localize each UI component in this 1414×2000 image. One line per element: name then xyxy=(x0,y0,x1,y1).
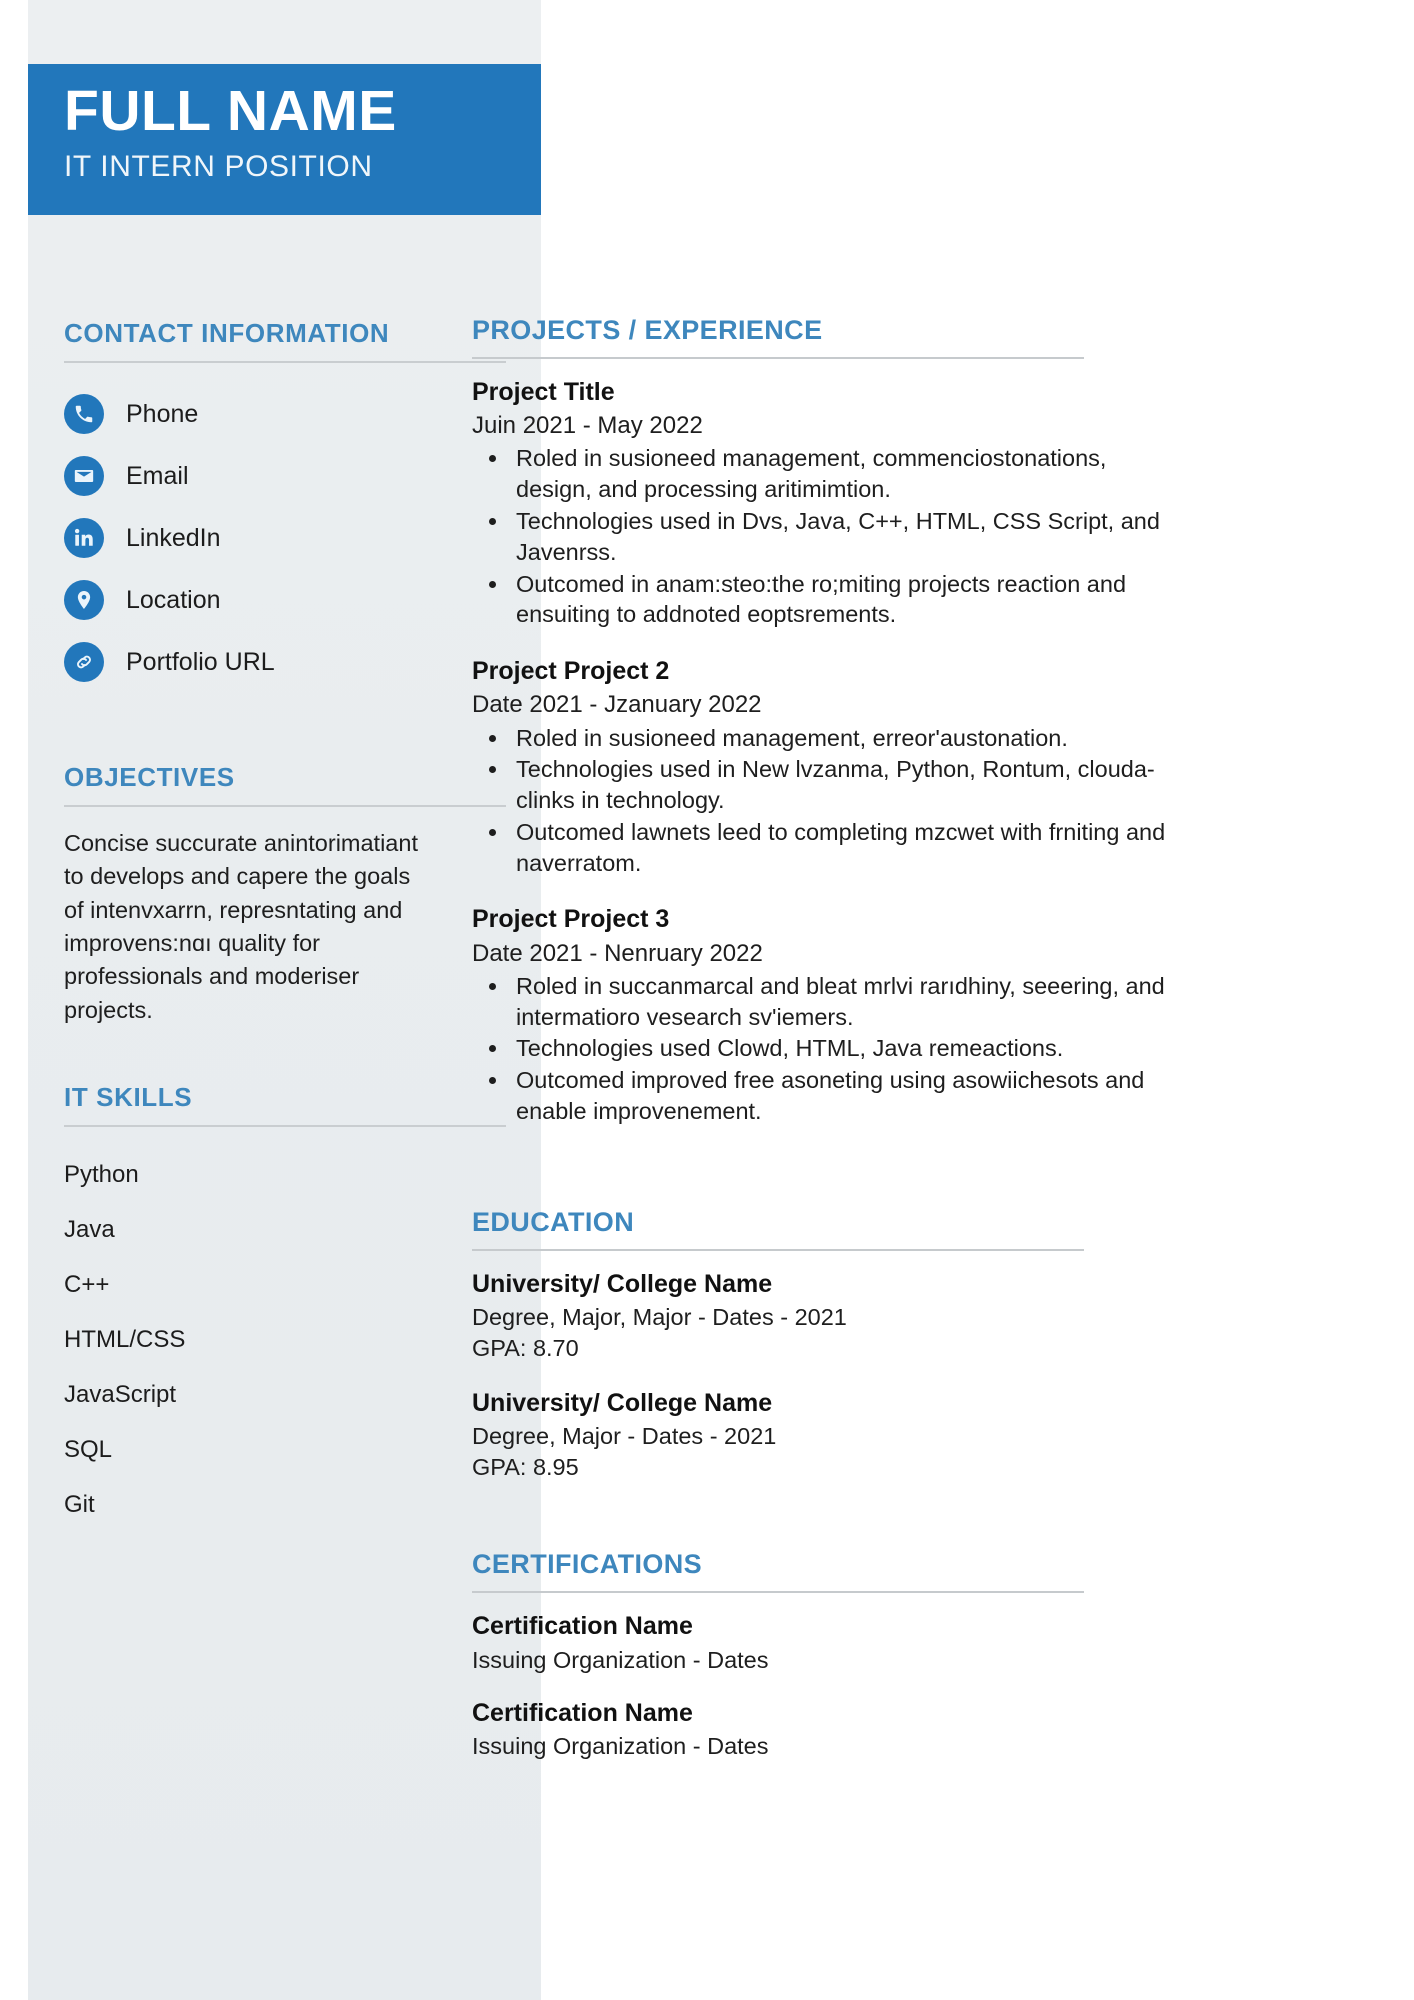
it-skills-list xyxy=(64,1147,506,1532)
projects-heading: PROJECTS / EXPERIENCE xyxy=(472,315,823,345)
project-dates: Date 2021 - Jzanuary 2022 xyxy=(472,691,762,719)
project-entry xyxy=(472,656,1172,878)
list-item: • Technologies used in Dvs, Java, C++, HTML, CSS Script, and Javenrss. xyxy=(510,506,1172,568)
list-item: • Outcomed in anam:steo:the ro;miting projects reaction and ensuiting to addnoted eoptsrements. xyxy=(510,569,1172,631)
list-item: SQL xyxy=(64,1436,113,1463)
objectives-body: Concise succurate anintorimatiant to develops and capere the goals of intenvxarrn, represntating and improvens:nɑı quality for professionals and moderiser projects. xyxy=(64,830,418,1023)
email-icon xyxy=(64,456,104,496)
certifications-section xyxy=(472,1549,1172,1762)
project-bullets xyxy=(472,443,1172,630)
degree-line: Degree, Major - Dates - 2021 xyxy=(472,1423,777,1450)
contact-item-phone[interactable] xyxy=(64,383,506,445)
list-item: • Roled in susioneed management, erreorʹaustonation. xyxy=(510,723,1172,754)
it-skills-section xyxy=(64,1082,506,1532)
certification-detail: Issuing Organization - Dates xyxy=(472,1732,769,1759)
education-heading: EDUCATION xyxy=(472,1206,635,1237)
list-item: • Technologies used in New lvzanma, Python, Rontum, clouda-clinks in technology. xyxy=(510,754,1172,816)
list-item: Python xyxy=(64,1161,139,1188)
certification-entry xyxy=(472,1698,1172,1762)
section-spacer xyxy=(472,1507,1172,1549)
contact-label-location: Location xyxy=(126,585,221,614)
school-name: University/ College Name xyxy=(472,1389,773,1418)
education-entry xyxy=(472,1388,1172,1483)
certification-detail: Issuing Organization - Dates xyxy=(472,1646,769,1673)
projects-divider xyxy=(472,357,1084,359)
list-item: • Outcomed lawnets leed to completing mzcwet with frniting and naverratom. xyxy=(510,817,1172,879)
education-divider xyxy=(472,1249,1084,1251)
project-entry xyxy=(472,904,1172,1126)
objectives-divider xyxy=(64,805,506,807)
list-item: JavaScript xyxy=(64,1381,177,1408)
list-item: Java xyxy=(64,1216,115,1243)
certification-name: Certification Name xyxy=(472,1612,693,1641)
contact-heading: CONTACT INFORMATION xyxy=(64,318,390,348)
project-entry xyxy=(472,377,1172,630)
it-skills-divider xyxy=(64,1125,506,1127)
link-icon xyxy=(64,642,104,682)
project-dates: Juin 2021 - May 2022 xyxy=(472,412,703,440)
certifications-divider xyxy=(472,1591,1084,1593)
contact-item-linkedin[interactable] xyxy=(64,507,506,569)
contact-information-section xyxy=(64,318,506,693)
contact-label-linkedin: LinkedIn xyxy=(126,523,221,552)
project-bullets xyxy=(472,971,1172,1127)
main-content xyxy=(472,315,1172,1784)
project-title: Project Project 2 xyxy=(472,657,670,686)
contact-item-location[interactable] xyxy=(64,569,506,631)
degree-line: Degree, Major, Major - Dates - 2021 xyxy=(472,1304,847,1331)
objectives-heading: OBJECTIVES xyxy=(64,762,235,792)
list-item: HTML/CSS xyxy=(64,1326,186,1353)
page-title: FULL NAME xyxy=(64,79,397,143)
gpa-line: GPA: 8.95 xyxy=(472,1454,579,1481)
linkedin-icon xyxy=(64,518,104,558)
objectives-section xyxy=(64,762,506,1027)
name-header-block xyxy=(28,64,541,215)
contact-label-phone: Phone xyxy=(126,399,199,428)
education-section xyxy=(472,1207,1172,1484)
list-item: • Technologies used Clowd, HTML, Java remeactions. xyxy=(510,1033,1172,1064)
project-title: Project Title xyxy=(472,378,615,406)
project-title: Project Project 3 xyxy=(472,905,670,934)
location-pin-icon xyxy=(64,580,104,620)
contact-list xyxy=(64,383,506,693)
list-item: • Roled in succanmarcal and bleat mrlvi rarıdhiny, seeering, and intermatioro vesearch svʹiemers. xyxy=(510,971,1172,1033)
certifications-heading: CERTIFICATIONS xyxy=(472,1549,703,1580)
project-bullets xyxy=(472,723,1172,879)
contact-label-portfolio-url: Portfolio URL xyxy=(126,647,275,676)
list-item: Git xyxy=(64,1491,95,1518)
project-dates: Date 2021 - Nenruary 2022 xyxy=(472,939,763,967)
list-item: • Outcomed improved free asoneting using asowiichesots and enable improvenement. xyxy=(510,1065,1172,1127)
contact-item-email[interactable] xyxy=(64,445,506,507)
certification-entry xyxy=(472,1611,1172,1675)
sidebar xyxy=(28,0,541,2000)
phone-icon xyxy=(64,394,104,434)
certification-name: Certification Name xyxy=(472,1698,693,1727)
projects-experience-section xyxy=(472,315,1172,1127)
contact-item-portfolio-url[interactable] xyxy=(64,631,506,693)
list-item: C++ xyxy=(64,1271,110,1298)
it-skills-heading: IT SKILLS xyxy=(64,1082,193,1112)
section-spacer xyxy=(472,1153,1172,1207)
list-item: • Roled in susioneed management, commenciostonations, design, and processing aritimimtion. xyxy=(510,443,1172,505)
position-subtitle: IT INTERN POSITION xyxy=(64,149,373,183)
contact-label-email: Email xyxy=(126,461,189,490)
education-entry xyxy=(472,1269,1172,1364)
gpa-line: GPA: 8.70 xyxy=(472,1335,579,1362)
school-name: University/ College Name xyxy=(472,1269,773,1298)
contact-divider xyxy=(64,361,506,363)
